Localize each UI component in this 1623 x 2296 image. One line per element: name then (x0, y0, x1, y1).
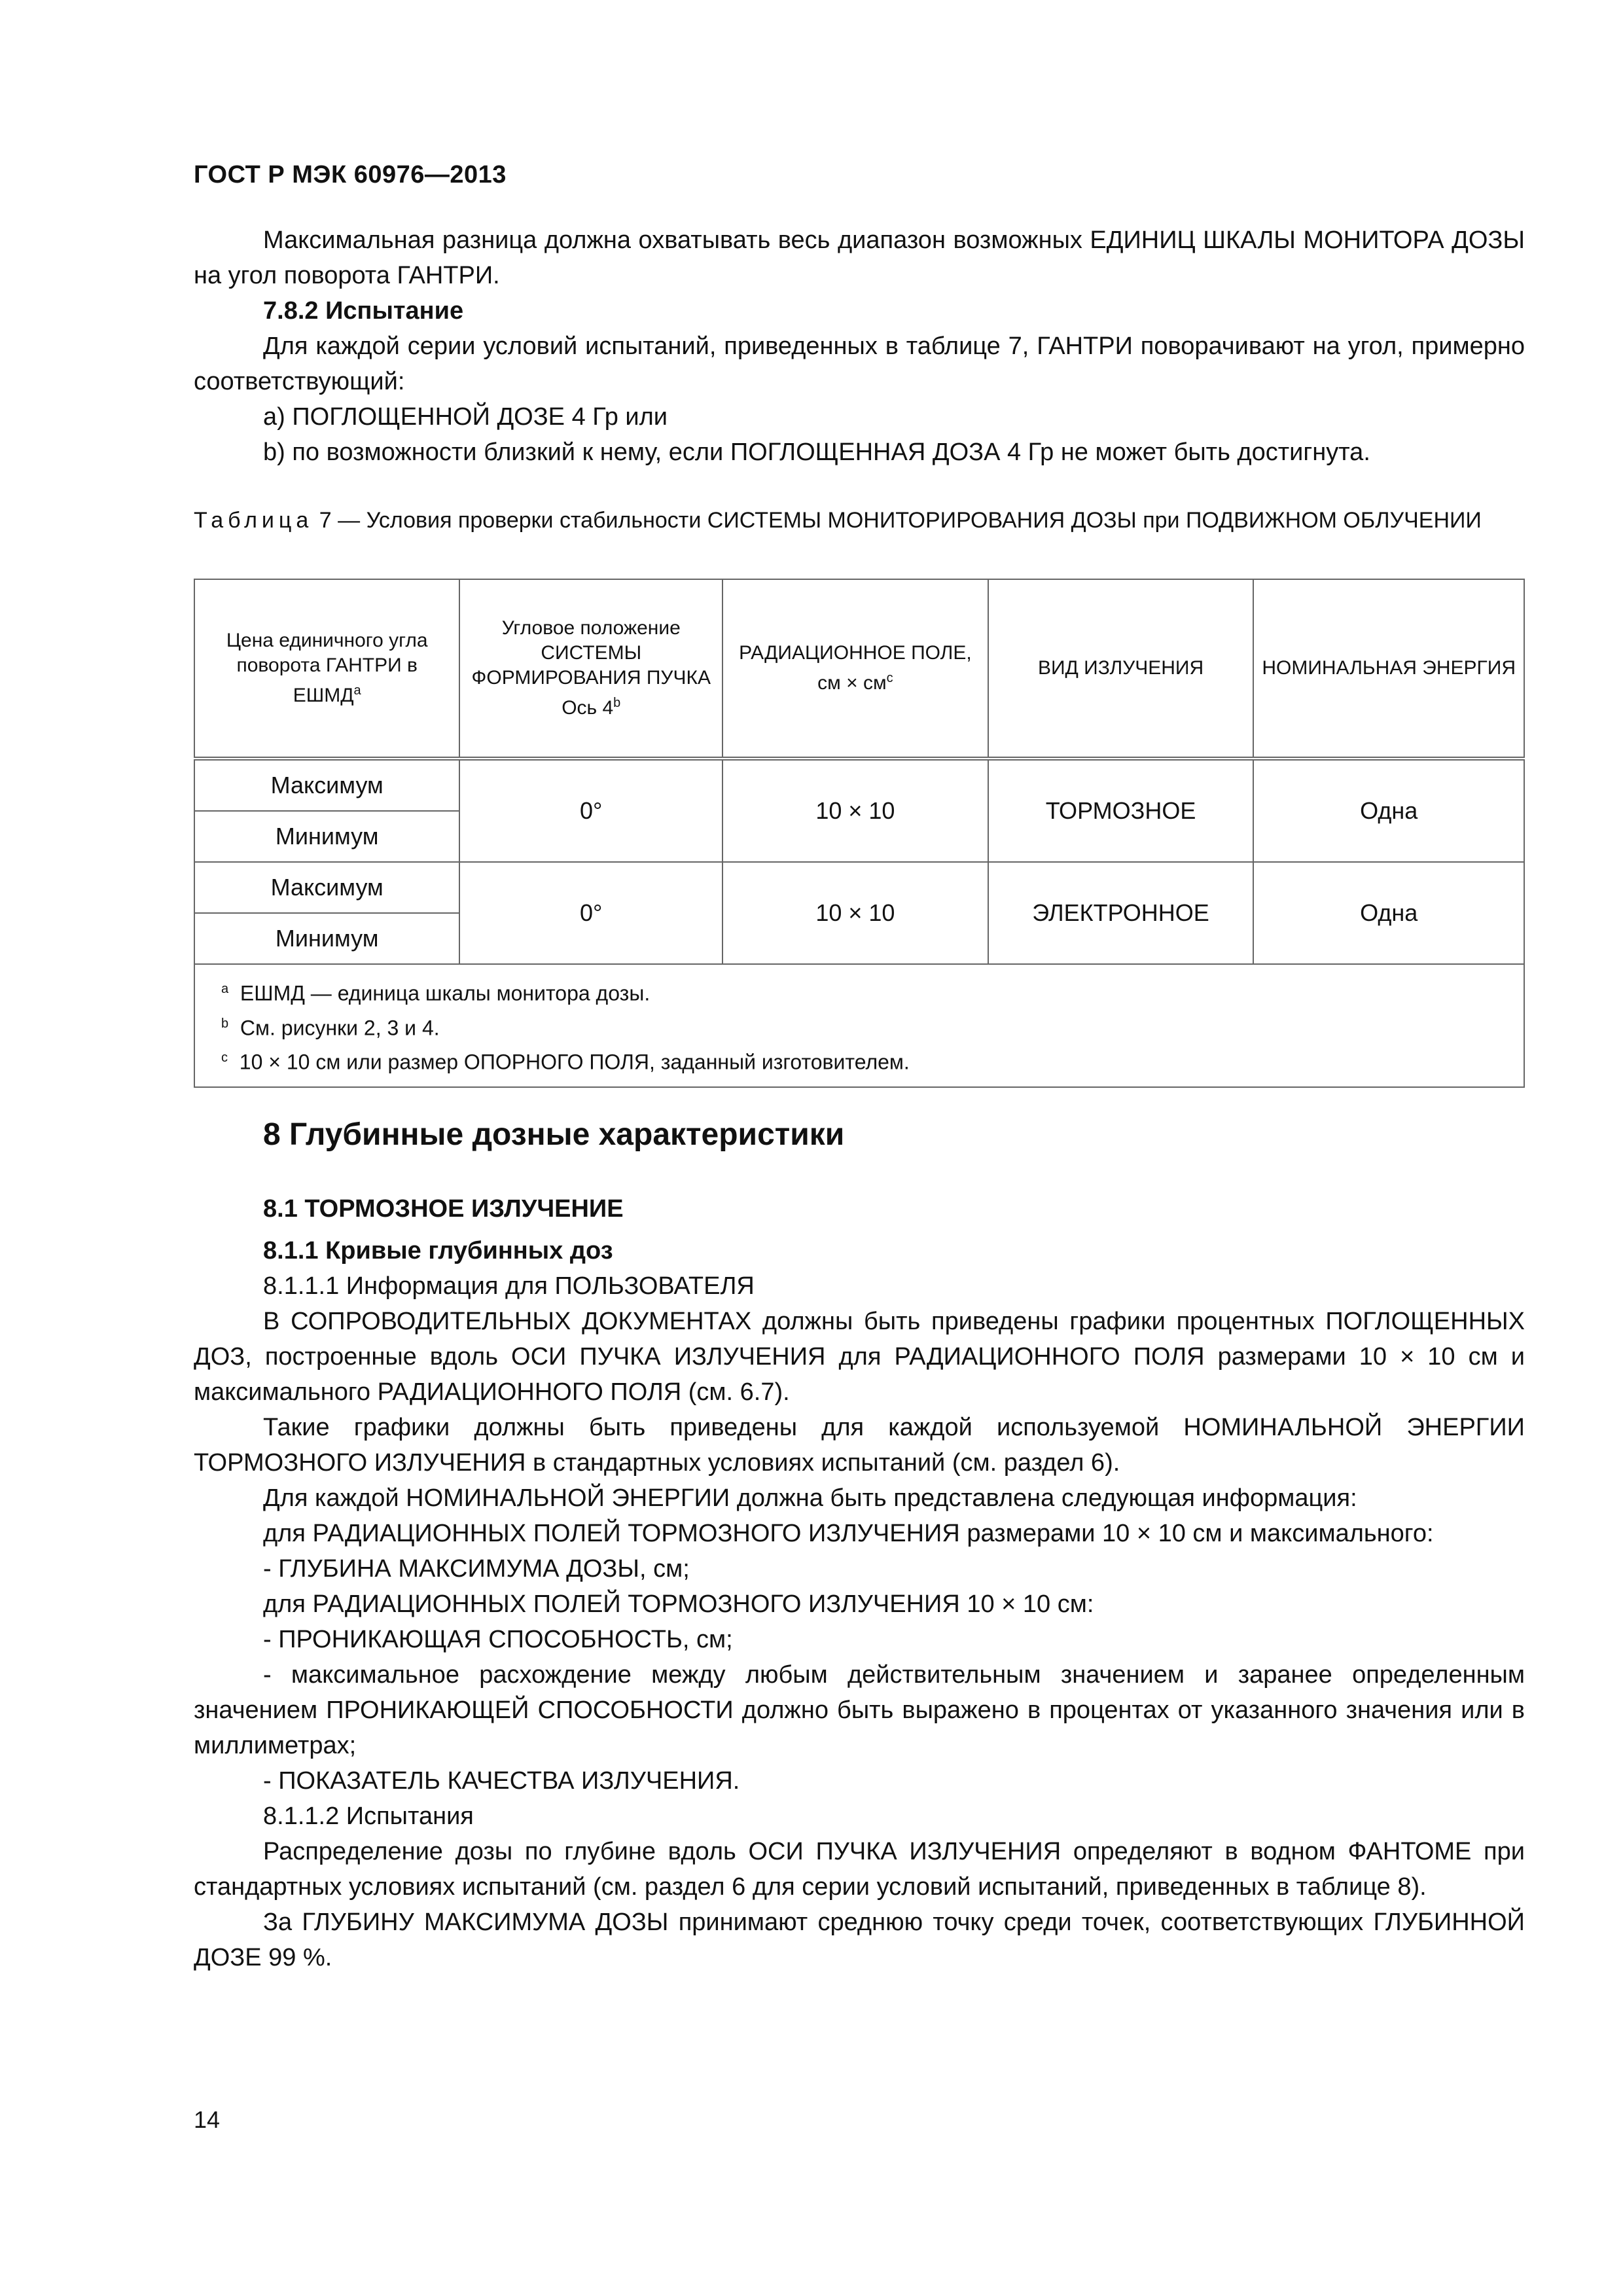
table-notes-row (194, 964, 1524, 1087)
cell-type: ЭЛЕКТРОННОЕ (988, 862, 1254, 964)
cell-min: Минимум (194, 913, 459, 964)
paragraph: для РАДИАЦИОННЫХ ПОЛЕЙ ТОРМОЗНОГО ИЗЛУЧЕНИЯ размерами 10 × 10 см и максимального: (263, 1520, 1434, 1547)
cell-min: Минимум (194, 811, 459, 862)
cell-max: Максимум (194, 759, 459, 811)
list-dash-item: - ПОКАЗАТЕЛЬ КАЧЕСТВА ИЗЛУЧЕНИЯ. (263, 1767, 740, 1795)
list-dash-item: - ГЛУБИНА МАКСИМУМА ДОЗЫ, см; (263, 1555, 690, 1583)
section-8-1-title: 8.1 ТОРМОЗНОЕ ИЗЛУЧЕНИЕ (263, 1195, 624, 1223)
header-radiation-field: РАДИАЦИОННОЕ ПОЛЕ, см × $см^c$ (722, 579, 988, 759)
cell-max: Максимум (194, 862, 459, 913)
table-row (194, 862, 1524, 913)
table-header-row (194, 579, 1524, 759)
cell-field: 10 × 10 (722, 759, 988, 862)
paragraph: В СОПРОВОДИТЕЛЬНЫХ ДОКУМЕНТАХ должны быть приведены графики процентных ПОГЛОЩЕННЫХ ДОЗ, построенные вдоль ОСИ ПУЧКА ИЗЛУЧЕНИЯ для РАДИАЦИОННОГО ПОЛЯ размерами 10 × 10 см и максимального РАДИАЦИОННОГО ПОЛЯ (см. 6.7). (194, 1308, 1525, 1406)
note-b: $^b$ См. рисунки 2, 3 и 4. (221, 1016, 440, 1040)
section-8-1-1-title: 8.1.1 Кривые глубинных доз (263, 1237, 613, 1265)
paragraph: Такие графики должны быть приведены для каждой используемой НОМИНАЛЬНОЙ ЭНЕРГИИ ТОРМОЗНОГО ИЗЛУЧЕНИЯ в стандартных условиях испытаний (см. раздел 6). (194, 1414, 1525, 1477)
cell-angle: 0° (459, 759, 722, 862)
table-notes (194, 964, 1524, 1087)
header-gantry-unit: Цена единичного угла поворота ГАНТРИ в ЕШМД$^a$ (194, 579, 459, 759)
list-dash-item: - максимальное расхождение между любым действительным значением и заранее определенным значением ПРОНИКАЮЩЕЙ СПОСОБНОСТИ должно быть выражено в процентах от указанного значения или в миллиметрах; (194, 1661, 1525, 1759)
note-c: $^c$ 10 × 10 см или размер ОПОРНОГО ПОЛЯ, заданный изготовителем. (221, 1050, 910, 1074)
document-header: ГОСТ Р МЭК 60976—2013 (194, 161, 507, 188)
section-8-title: 8 Глубинные дозные характеристики (263, 1117, 845, 1152)
section-8-1-1-2-title: 8.1.1.2 Испытания (263, 1803, 474, 1830)
paragraph: Распределение дозы по глубине вдоль ОСИ ПУЧКА ИЗЛУЧЕНИЯ определяют в водном ФАНТОМЕ при стандартных условиях испытаний (см. раздел 6 для серии условий испытаний, приведенных в таблице 8). (194, 1838, 1525, 1901)
section-8-1-1-1-title: 8.1.1.1 Информация для ПОЛЬЗОВАТЕЛЯ (263, 1272, 755, 1300)
list-dash-item: - ПРОНИКАЮЩАЯ СПОСОБНОСТЬ, см; (263, 1626, 733, 1653)
section-7-8-2-title: 7.8.2 Испытание (263, 297, 464, 325)
header-nominal-energy: НОМИНАЛЬНАЯ ЭНЕРГИЯ (1253, 579, 1524, 759)
cell-energy: Одна (1253, 862, 1524, 964)
cell-type: ТОРМОЗНОЕ (988, 759, 1254, 862)
section-8-body (194, 1191, 1525, 1975)
intro-block (194, 223, 1525, 470)
table-caption (194, 505, 1525, 535)
paragraph: для РАДИАЦИОННЫХ ПОЛЕЙ ТОРМОЗНОГО ИЗЛУЧЕНИЯ 10 × 10 см: (263, 1590, 1094, 1618)
header-beam-axis: Угловое положение СИСТЕМЫ ФОРМИРОВАНИЯ ПУЧКА Ось 4$^b$ (459, 579, 722, 759)
table-row (194, 759, 1524, 811)
table-caption-label: Таблица (194, 508, 313, 533)
paragraph: За ГЛУБИНУ МАКСИМУМА ДОЗЫ принимают среднюю точку среди точек, соответствующих ГЛУБИННОЙ ДОЗЕ 99 %. (194, 1909, 1525, 1971)
page-number: 14 (194, 2106, 221, 2133)
list-item-b: b) по возможности близкий к нему, если ПОГЛОЩЕННАЯ ДОЗА 4 Гр не может быть достигнута. (263, 439, 1370, 466)
note-a: $^a$ ЕШМД — единица шкалы монитора дозы. (221, 981, 651, 1005)
header-radiation-type: ВИД ИЗЛУЧЕНИЯ (988, 579, 1254, 759)
paragraph: Для каждой НОМИНАЛЬНОЙ ЭНЕРГИИ должна быть представлена следующая информация: (263, 1484, 1357, 1512)
cell-energy: Одна (1253, 759, 1524, 862)
intro-paragraph: Максимальная разница должна охватывать весь диапазон возможных ЕДИНИЦ ШКАЛЫ МОНИТОРА ДОЗЫ на угол поворота ГАНТРИ. (194, 226, 1525, 289)
cell-angle: 0° (459, 862, 722, 964)
section-7-8-2-text: Для каждой серии условий испытаний, приведенных в таблице 7, ГАНТРИ поворачивают на угол, примерно соответствующий: (194, 332, 1525, 395)
table-7 (194, 579, 1525, 1088)
table-caption-text: 7 — Условия проверки стабильности СИСТЕМЫ МОНИТОРИРОВАНИЯ ДОЗЫ при ПОДВИЖНОМ ОБЛУЧЕНИИ (319, 508, 1482, 533)
list-item-a: a) ПОГЛОЩЕННОЙ ДОЗЕ 4 Гр или (263, 403, 668, 431)
cell-field: 10 × 10 (722, 862, 988, 964)
